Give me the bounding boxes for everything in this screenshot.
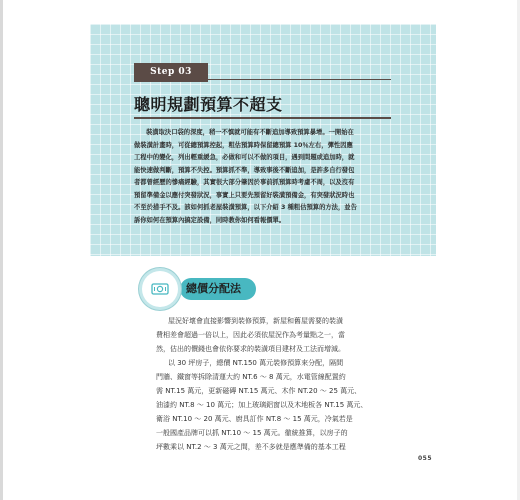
intro-line: 不至於措手不及。該如何抓老屋裝潢預算，以下介紹 3 種粗估預算的方法，並告 [134,204,357,211]
body-line: 需 NT.15 萬元，更新磁磚 NT.15 萬元、木作 NT.20 ～ 25 萬元、 [156,387,362,395]
intro-panel [90,24,436,256]
body-line: 費相差會超過一倍以上，因此必須依屋況作為考量點之一，當 [156,331,345,339]
page-number: 055 [418,455,433,462]
intro-line: 能快速做判斷，預算不失控。預算抓不準，導致事後不斷追加，是許多自行發包 [134,166,355,174]
page-edge [0,0,3,500]
body-line: 然，估出的價錢也會依你要求的裝潢項目建材及工法而增減。 [156,345,345,353]
body-line: 油漆約 NT.8 ～ 10 萬元；加上玻璃鋁窗以及木地板各 NT.15 萬元、 [156,401,368,409]
intro-line: 訴你如何在預算內搞定設備，同時教你如何看報價單。 [134,216,286,224]
body-line: 一般國產品牌可以抓 NT.10 ～ 15 萬元。徹統推算，以房子的 [156,429,348,437]
intro-paragraph [134,127,392,227]
intro-line: 做裝潢計畫時，可從總預算控起，粗估預算時保留總預算 10％左右，彈性因應 [134,141,353,149]
intro-line: 工程中的變化，列出輕重緩急，必做和可以不做的項目，遇到問題或追加時，就 [134,154,355,161]
intro-line: 者都曾經歷的慘痛經驗，其實很大部分肇因於事前抓預算時考慮不周，以及沒有 [134,179,355,186]
body-line: 以 30 坪房子，總價 NT.150 萬元裝修預算來分配，隔間 [168,359,344,367]
section-title: 總價分配法 [186,282,241,295]
body-line: 坪數乘以 NT.2 ～ 3 萬元之間，差不多就是應準備的基本工程 [156,443,346,451]
step-label: Step 03 [134,63,208,82]
intro-line: 裝潢取決口袋的深度，稍一不慎就可能有不斷追加導致預算暴增。一開始在 [146,129,354,136]
money-icon [142,271,178,307]
intro-line: 預留準備金以應付突發狀況，事實上只要先預留好裝潢預備金，有突發狀況時也 [134,191,355,199]
body-line: 屋況好壞會直接影響到裝修預算，新屋和舊屋需要的裝潢 [168,317,343,325]
step-divider [208,79,391,80]
title-underline [134,117,391,119]
body-text [156,314,418,454]
body-line: 衛浴 NT.10 ～ 20 萬元、廚具訂作 NT.8 ～ 15 萬元，冷氣若是 [156,415,353,423]
body-line: 門牆、鐵窗等拆除清運大約 NT.6 ～ 8 萬元，水電管線配置約 [156,373,346,381]
page-title: 聰明規劃預算不超支 [134,95,283,114]
